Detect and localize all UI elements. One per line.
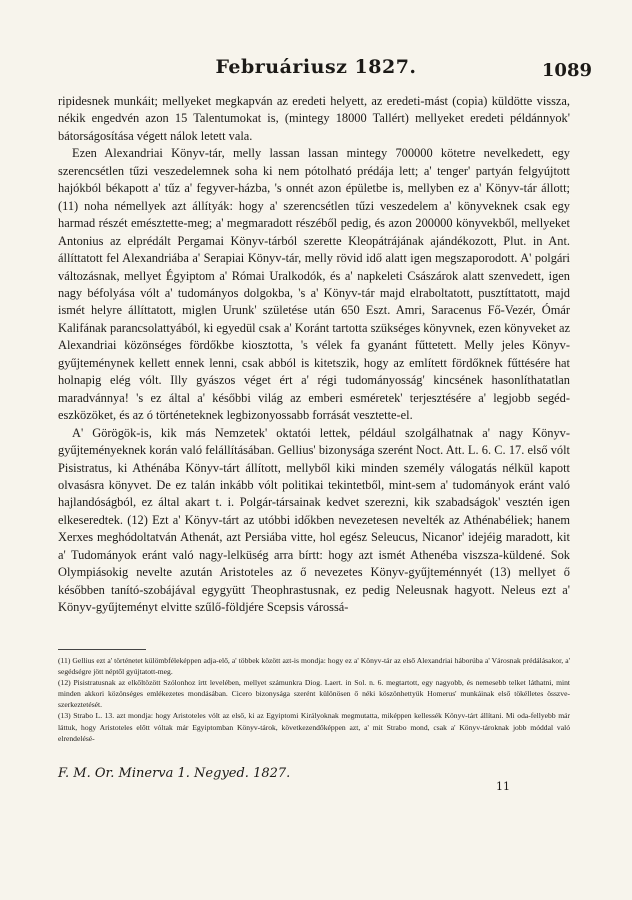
paragraph: A' Görögök-is, kik más Nemzetek' oktatói lettek, például szolgálhatnak a' nagy Könyv-gyűjteményeknek korán való felállításában. Gellius' bizonysága szerént Noct. Att. L. 6. C. 17. első vólt Pisistratus, ki Athénába Könyv-tárt állított, mellyből kiki minden személy válogatás nélkül kapott olvasásra könyvet. De ez talán inkább vólt politikai tekintetből, mint-sem a' tudományok eránt való hajlandóságból, ez által akart t. i. Polgár-társainak kedvet szerezni, kik szabadságok' vesztén igen elkeseredtek. (12) Ezt a' Könyv-tárt az utóbbi időkben nevezetesen nevelték az Athénabéliek; hanem Xerxes meghódoltatván Athenát, azt Persiába vitte, hol egész Seleucus, Nicanor' idejéig maradott, kit a' Tudományok eránt való nagy-lelküség arra bírtt: hogy azt ismét Athenéba viszsza-küldené. Sok Olympiásokig nevelte azután Aristoteles az ő nevezetes Könyv-gyűjteménnyét (13) mellyet ő későbben tanító-szobájával egygyütt Theophrastusnak, ez pedig Neleusnak hagyott. Neleus ezt a' Könyv-gyűjteményt elvitte szűlő-földjére Scepsis várossá- <box>58 425 570 615</box>
footnote-divider <box>58 649 146 650</box>
signature-mark: 11 <box>496 780 510 793</box>
footnote: (11) Gellius ezt a' történetet külömbféleképpen adja-elő, a' többek között azt-is mondja: hogy ez a' Könyv-tár az első Alexandriai háborúba a' Városnak prédálásakor, a' segédségre jött néptől gyújtatott-meg. <box>58 656 570 677</box>
running-title: Februáriusz 1827. <box>215 56 417 78</box>
footnotes <box>58 655 570 744</box>
page-header <box>0 56 632 86</box>
paragraph: ripidesnek munkáit; mellyeket megkapván az eredeti helyett, az eredeti-mást (copia) küldötte vissza, nékik engedvén azon 15 Talentumokat is, (mintegy 18000 Tallért) mellyeket eredeti példánnyok' bátorságosítása végett nálok letett vala. <box>58 94 570 143</box>
footnote: (13) Strabo L. 13. azt mondja: hogy Aristoteles vólt az első, ki az Egyiptomi Királyoknak megmutatta, miképpen kellessék Könyv-tárt állítani. Mi oda-fellyebb már láttuk, hogy Aristoteles előtt vóltak már Egyiptomban Könyv-tárok, következendőképpen azt, a' mit Strabo mond, csak a' Könyv-tároknak jobb móddal való elrendelésé- <box>58 711 570 743</box>
main-text <box>58 93 570 617</box>
footnote: (12) Pisistratusnak az elkőltözött Szólonhoz írtt levelében, mellyet számunkra Diog. Laert. in Sol. n. 6. megtartott, egy nagyobb, és nemesebb telket láthatni, mint minden akkori közönséges emlékezetes mondásában. Cicero bizonysága szerént különösen ő néki köszönhettyük Homerus' munkáinak első tökélletes összve-szerkeztetését. <box>58 678 570 710</box>
source-line: F. M. Or. Minerva 1. Negyed. 1827. <box>58 766 291 781</box>
page-number: 1089 <box>541 60 592 81</box>
paragraph: Ezen Alexandriai Könyv-tár, melly lassan lassan mintegy 700000 kötetre nevelkedett, egy szerencsétlen tűzi veszedelemnek soha ki nem pótolható prédája lett; a' tenger' partyán felgyújtott hajókból békapott a' tűz a' fegyver-házba, 's onnét azon épületbe is, mellyben ez a' Könyv-tár állott; (11) noha némellyek azt állítyák: hogy a' szerencsétlen tűzi veszedelem a' könyveknek csak egy harmad részét emésztette-meg; a' megmaradott részéből pedig, és azon 200000 könyvekből, mellyeket Antonius az elprédált Pergamai Könyv-tárból szerette Kleopátrájának ajándékozott, Plut. in Ant. állíttatott fel Alexandriába a' Serapiai Könyv-tár, melly rövid idő alatt igen megszaporodott. A' polgári változásnak, mellyet Égyiptom a' Római Uralkodók, és a' napkeleti Császárok alatt szenvedett, igen nagy béfolyása vólt a' tudományos dolgokba, 's a' Könyv-tár majd elraboltatott, pusztíttatott, majd ismét helyre állíttatott, miglen Urunk' születése után 650 Eszt. Amri, Saracenus Fő-Vezér, Ómár Kalifának parancsolattyából, ki egyedül csak a' Koránt tartotta szükséges könyvnek, ezen könyveket az Alexandriai közönséges fördőkbe kiosztotta, 's vélek fa gyanánt fűttetett. Melly jeles Könyv-gyűjteménynek kellett ennek lenni, csak abból is kitetszik, hogy az említett fördőknek fűttésére hat holnapig elég vólt. Illy gyászos véget ért a' régi tudományosság' kincsének hasonlíthatatlan maradvánnya! 's ez által a' későbbi világ az emberi esméretek' terjesztésére a' legjobb segéd-eszközöket, és az ó történeteknek legbizonyossabb forrását vesztette-el. <box>58 146 570 423</box>
page-footer <box>58 766 570 800</box>
